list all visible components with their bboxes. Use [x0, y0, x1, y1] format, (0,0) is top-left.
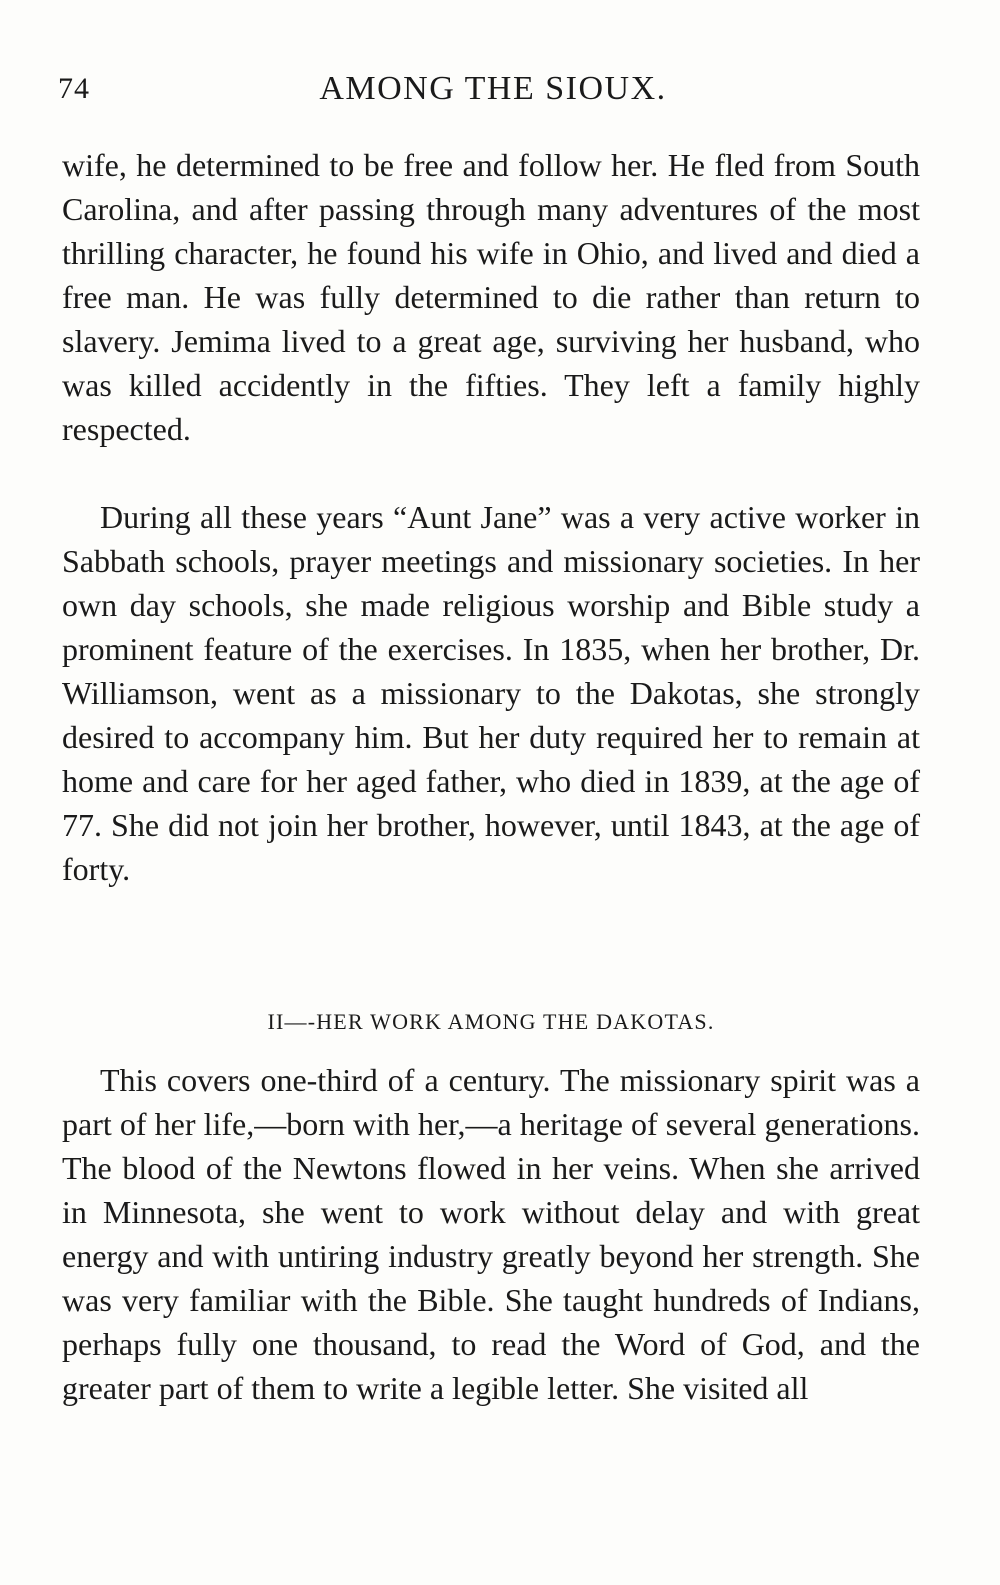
section-heading: II—-HER WORK AMONG THE DAKOTAS.	[267, 1009, 715, 1034]
running-head: AMONG THE SIOUX.	[319, 70, 667, 107]
page-header	[58, 66, 928, 116]
paragraph-text: This covers one-third of a century. The missionary spirit was a part of her life,—born with her,—a heritage of several generations. The blood of the Newtons flowed in her veins. When she arrived in Minnesota, she went to work without delay and with great energy and with untiring industry greatly beyond her strength. She was very familiar with the Bible. She taught hundreds of Indians, perhaps fully one thousand, to read the Word of God, and the greater part of them to write a legible letter. She visited all	[62, 1062, 920, 1406]
paragraph-text: wife, he determined to be free and follow her. He fled from South Carolina, and after passing through many adventures of the most thrilling character, he found his wife in Ohio, and lived and died a free man. He was fully determined to die rather than return to slavery. Jemima lived to a great age, surviving her husband, who was killed accidently in the fifties. They left a family highly respected.	[62, 147, 920, 447]
page-number: 74	[58, 72, 90, 105]
paragraph-work-among-dakotas	[62, 1058, 920, 1410]
paragraph-aunt-jane	[62, 495, 920, 891]
paragraph-text: During all these years “Aunt Jane” was a very active worker in Sabbath schools, prayer meetings and missionary societies. In her own day schools, she made religious worship and Bible study a prominent feature of the exercises. In 1835, when her brother, Dr. Williamson, went as a missionary to the Dakotas, she strongly desired to accompany him. But her duty required her to remain at home and care for her aged father, who died in 1839, at the age of 77. She did not join her brother, however, until 1843, at the age of forty.	[62, 499, 920, 887]
paragraph-continued	[62, 143, 920, 451]
